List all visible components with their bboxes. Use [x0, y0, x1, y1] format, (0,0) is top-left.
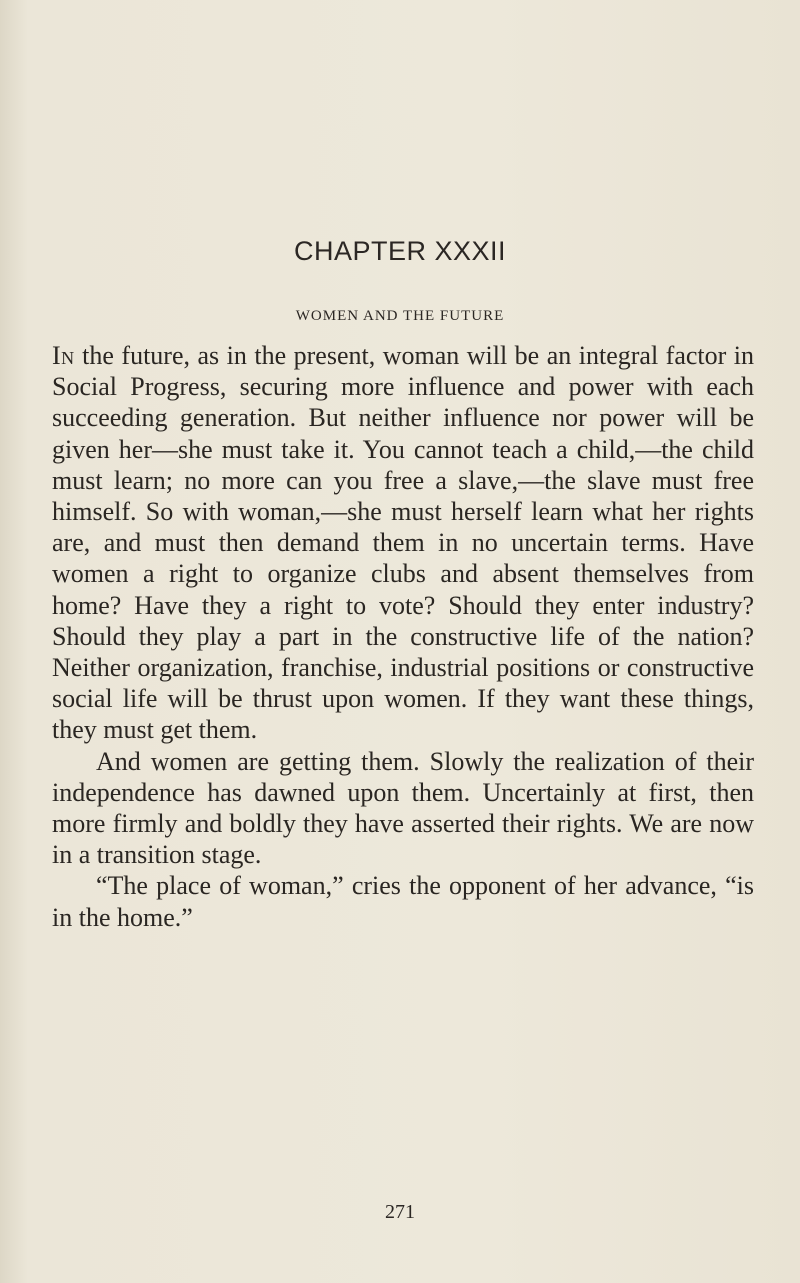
paragraph-2: And women are getting them. Slowly the realization of their independence has dawned upon them. Uncertainly at first, then more firmly and boldly they have asserted their rights. We are now in a transition stage.	[52, 746, 754, 870]
paragraph-lead-word: In	[52, 341, 75, 370]
paragraph-1-text: the future, as in the present, woman will be an integral factor in Social Progress, securing more influence and power with each succeeding generation. But neither influence nor power will be given her—she must take it. You cannot teach a child,—the child must learn; no more can you free a slave,—the slave must free himself. So with woman,—she must herself learn what her rights are, and must then demand them in no uncertain terms. Have women a right to organize clubs and absent themselves from home? Have they a right to vote? Should they enter industry? Should they play a part in the constructive life of the nation? Neither organization, franchise, industrial positions or constructive social life will be thrust upon women. If they want these things, they must get them.	[52, 341, 754, 745]
chapter-title: CHAPTER XXXII	[293, 236, 507, 266]
page-number: 271	[385, 1201, 415, 1223]
chapter-subtitle: WOMEN AND THE FUTURE	[295, 308, 505, 324]
body-text	[52, 340, 754, 933]
paragraph-3: “The place of woman,” cries the opponent of her advance, “is in the home.”	[52, 871, 754, 932]
paragraph-1	[52, 340, 754, 746]
